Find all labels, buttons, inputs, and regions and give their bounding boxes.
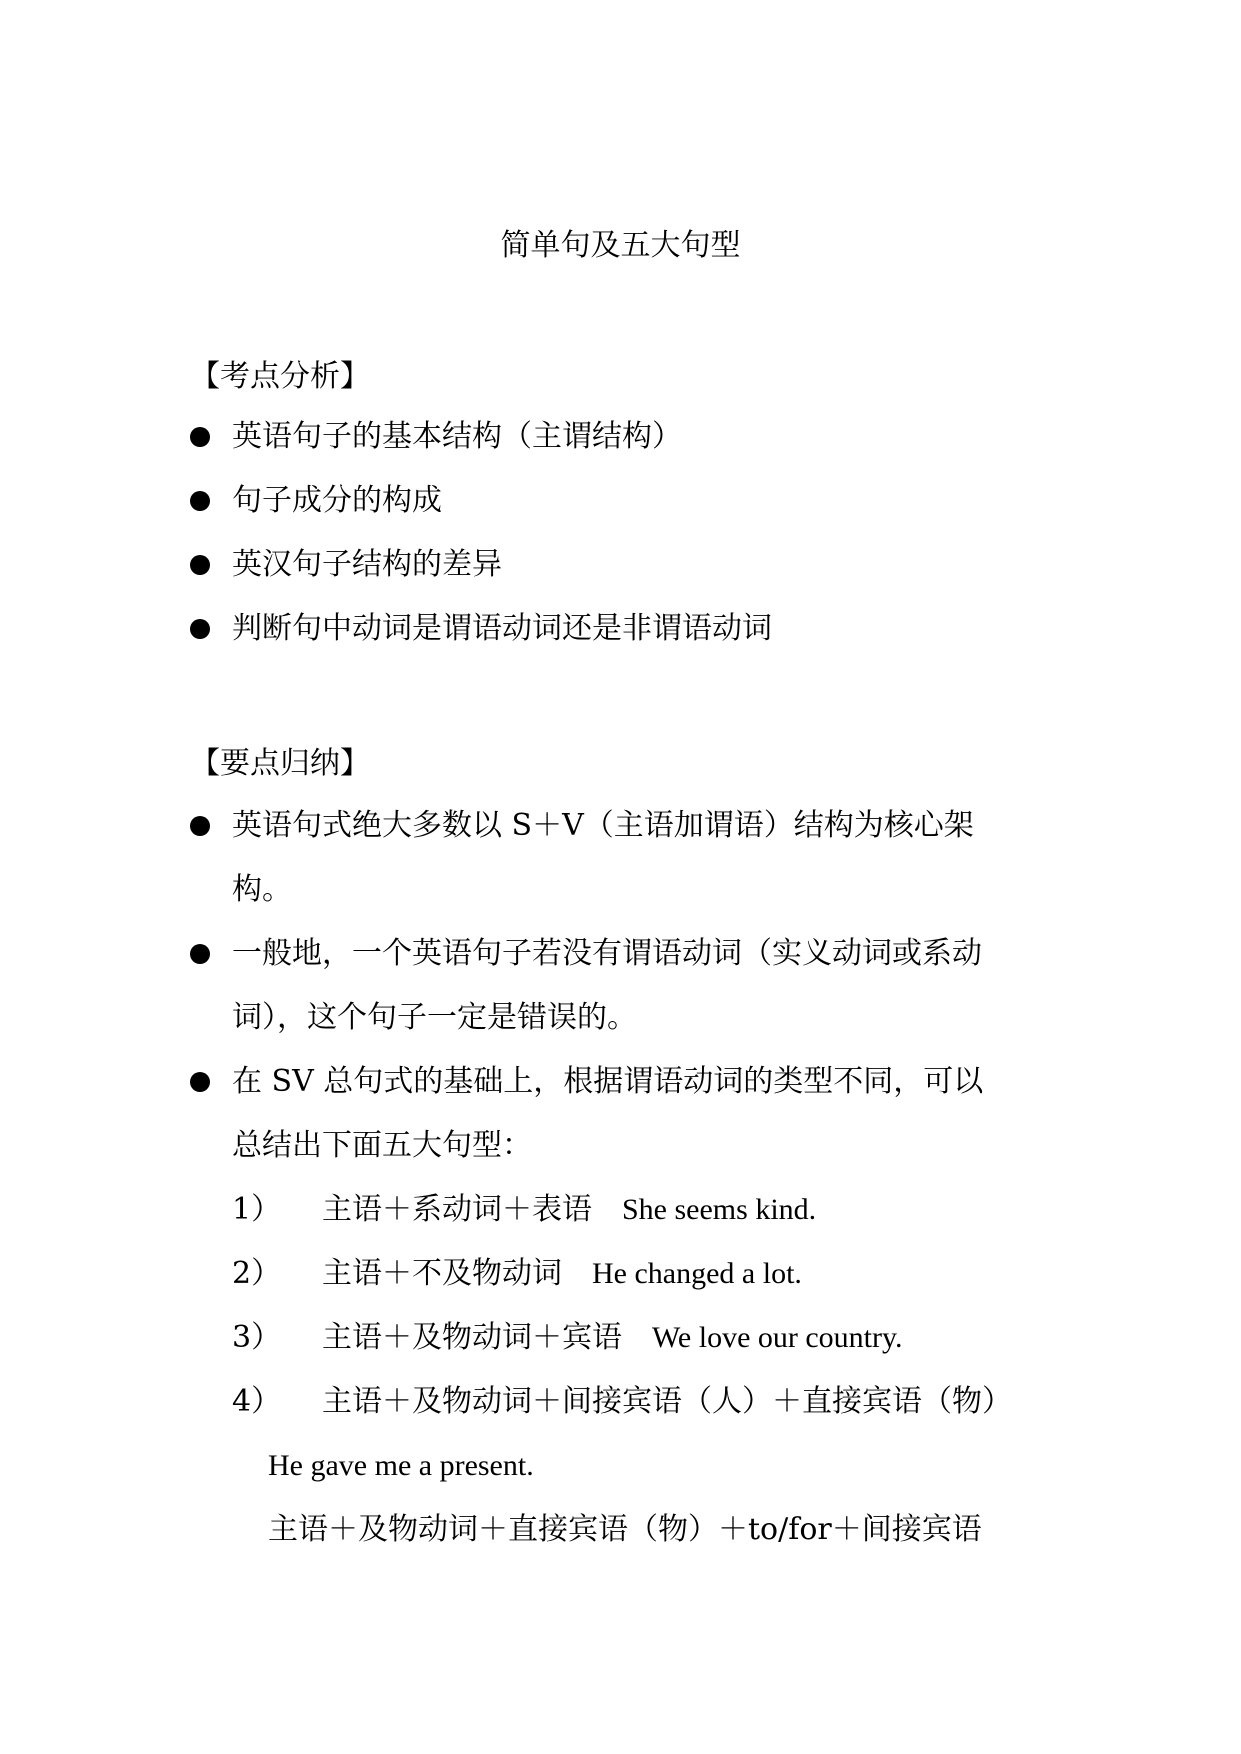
- bullet-icon: [190, 944, 210, 964]
- pattern-formula: 主语＋及物动词＋间接宾语（人）＋直接宾语（物）: [322, 1384, 1012, 1419]
- pattern-example: He gave me a present.: [268, 1449, 534, 1482]
- pattern-example: We love our country.: [652, 1321, 903, 1354]
- pattern-example: She seems kind.: [622, 1193, 817, 1226]
- pattern-row: [322, 1254, 802, 1294]
- list-item-continuation: 总结出下面五大句型：: [232, 1128, 532, 1163]
- section-heading-analysis: 【考点分析】: [190, 359, 370, 394]
- list-item-text: 句子成分的构成: [232, 483, 442, 518]
- pattern-alt-formula: 主语＋及物动词＋直接宾语（物）＋to/for＋间接宾语: [268, 1512, 982, 1547]
- bullet-icon: [190, 1072, 210, 1092]
- pattern-formula: 主语＋系动词＋表语: [322, 1192, 592, 1227]
- list-item-text: 英汉句子结构的差异: [232, 547, 502, 582]
- pattern-number: 1）: [232, 1192, 282, 1227]
- list-item-text: 一般地，一个英语句子若没有谓语动词（实义动词或系动: [232, 936, 982, 971]
- bullet-icon: [190, 427, 210, 447]
- pattern-row: [322, 1318, 903, 1358]
- pattern-formula: 主语＋不及物动词: [322, 1256, 562, 1291]
- list-item-text: 英语句式绝大多数以 S＋V（主语加谓语）结构为核心架: [232, 808, 974, 843]
- pattern-number: 4）: [232, 1384, 282, 1419]
- list-item-text: 判断句中动词是谓语动词还是非谓语动词: [232, 611, 772, 646]
- bullet-icon: [190, 491, 210, 511]
- list-item-continuation: 构。: [232, 872, 292, 907]
- list-item-text: 在 SV 总句式的基础上，根据谓语动词的类型不同，可以: [232, 1064, 984, 1099]
- pattern-row: [322, 1190, 816, 1230]
- bullet-icon: [190, 619, 210, 639]
- pattern-example: He changed a lot.: [592, 1257, 802, 1290]
- bullet-icon: [190, 555, 210, 575]
- pattern-formula: 主语＋及物动词＋宾语: [322, 1320, 622, 1355]
- pattern-row: [322, 1382, 1012, 1422]
- list-item-text: 英语句子的基本结构（主谓结构）: [232, 419, 682, 454]
- pattern-number: 3）: [232, 1320, 282, 1355]
- section-heading-summary: 【要点归纳】: [190, 746, 370, 781]
- page-title: 简单句及五大句型: [500, 228, 741, 263]
- list-item-continuation: 词），这个句子一定是错误的。: [232, 1000, 637, 1035]
- pattern-number: 2）: [232, 1256, 282, 1291]
- bullet-icon: [190, 816, 210, 836]
